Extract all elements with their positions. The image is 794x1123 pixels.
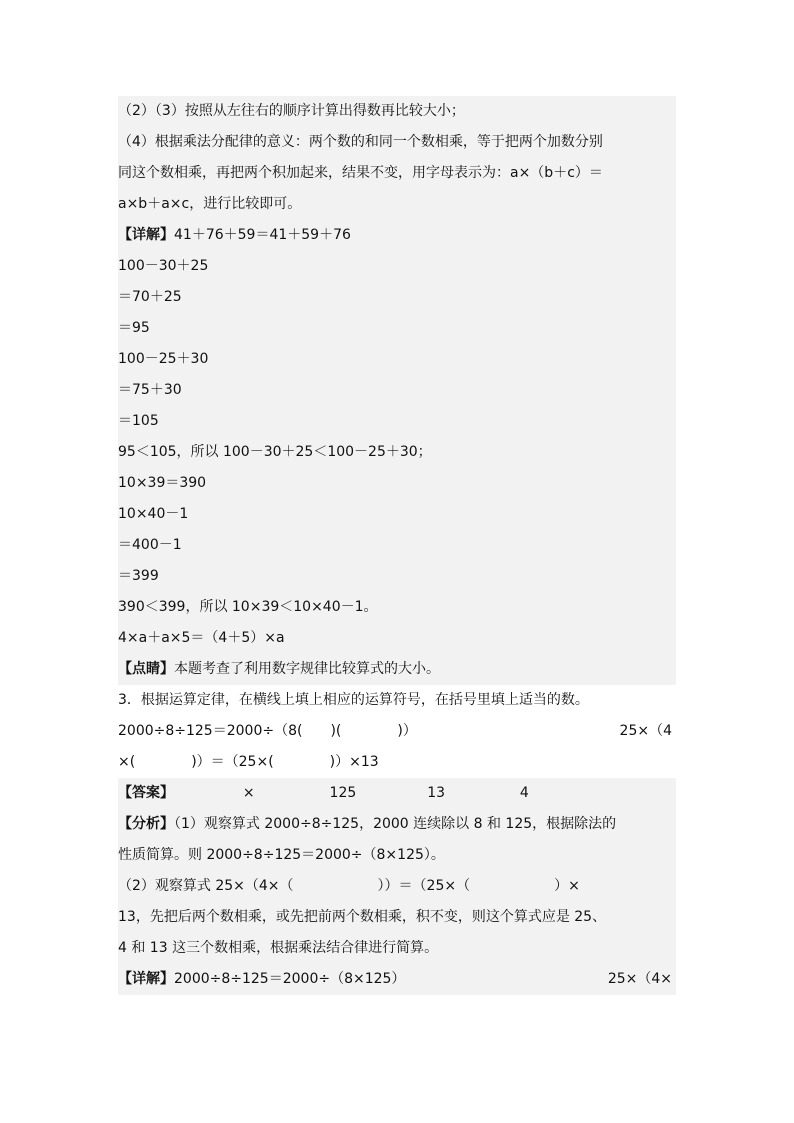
text: 13，先把后两个数相乘，或先把前两个数相乘，积不变，则这个算式应是 25、 [118,909,607,925]
text: ＝105 [118,413,159,429]
text-line [118,530,676,561]
text: 10×40－1 [118,506,189,522]
text: ＝400－1 [118,537,182,553]
answer-value: 13 [427,785,446,801]
text: ＝70＋25 [118,289,182,305]
text-line [118,127,676,158]
text-line [118,282,676,313]
text-line [118,871,676,902]
question-text: 3．根据运算定律，在横线上填上相应的运算符号，在括号里填上适当的数。 [118,692,589,708]
text-line [118,561,676,592]
text-line [118,406,676,437]
question-line [118,716,676,747]
text-line [118,96,676,127]
text: 4×a＋a×5＝（4＋5）×a [118,630,285,646]
question-line [118,685,676,716]
text-line [118,437,676,468]
text: 同这个数相乘，再把两个积加起来，结果不变，用字母表示为：a×（b＋c）＝ [118,165,603,181]
text: 10×39＝390 [118,475,207,491]
text: a×b＋a×c，进行比较即可。 [118,196,302,212]
document-page [118,96,676,995]
text: 41＋76＋59＝41＋59＋76 [174,227,351,243]
question-text: ×( )）＝（25×( )）×13 [118,754,379,770]
text-line [118,840,676,871]
section-tag: 【详解】 [118,971,174,987]
text: （1）观察算式 2000÷8÷125，2000 连续除以 8 和 125，根据除法的 [174,816,617,832]
text: （2）观察算式 25×（4×（ ））＝（25×（ ）× [118,878,580,894]
text: ＝399 [118,568,159,584]
answer-line [118,778,676,809]
text: ＝95 [118,320,150,336]
text: （4）根据乘法分配律的意义：两个数的和同一个数相乘，等于把两个加数分别 [118,134,603,150]
text-line [118,592,676,623]
answer-value: 4 [519,785,529,801]
text: 25×（4× [607,971,672,987]
text: ＝75＋30 [118,382,182,398]
question-text: 2000÷8÷125＝2000÷（8( )( )） [118,723,417,739]
text-line [118,468,676,499]
answer-value: 125 [329,785,357,801]
section-tag: 【答案】 [118,785,174,801]
answer-value: × [242,785,255,801]
text-line [118,623,676,654]
text: 95＜105，所以 100－30＋25＜100－25＋30； [118,444,432,460]
text-line [118,158,676,189]
text-line [118,654,676,685]
text-line [118,375,676,406]
text: 本题考查了利用数字规律比较算式的大小。 [174,661,440,677]
text-line [118,344,676,375]
text: 100－30＋25 [118,258,209,274]
question-line [118,747,676,778]
text: 性质简算。则 2000÷8÷125＝2000÷（8×125）。 [118,847,445,863]
text: 2000÷8÷125＝2000÷（8×125） [174,971,406,987]
text-line [118,251,676,282]
text-line [118,220,676,251]
section-tag: 【详解】 [118,227,174,243]
section-tag: 【点睛】 [118,661,174,677]
text-line [118,964,676,995]
text: （2）（3）按照从左往右的顺序计算出得数再比较大小； [118,103,465,119]
section-tag: 【分析】 [118,816,174,832]
text-line [118,189,676,220]
text-line [118,809,676,840]
text-line [118,499,676,530]
text-line [118,313,676,344]
question-text: 25×（4 [619,723,672,739]
text: 100－25＋30 [118,351,209,367]
text-line [118,902,676,933]
text: 4 和 13 这三个数相乘，根据乘法结合律进行简算。 [118,940,439,956]
text-line [118,933,676,964]
text: 390＜399，所以 10×39＜10×40－1。 [118,599,378,615]
